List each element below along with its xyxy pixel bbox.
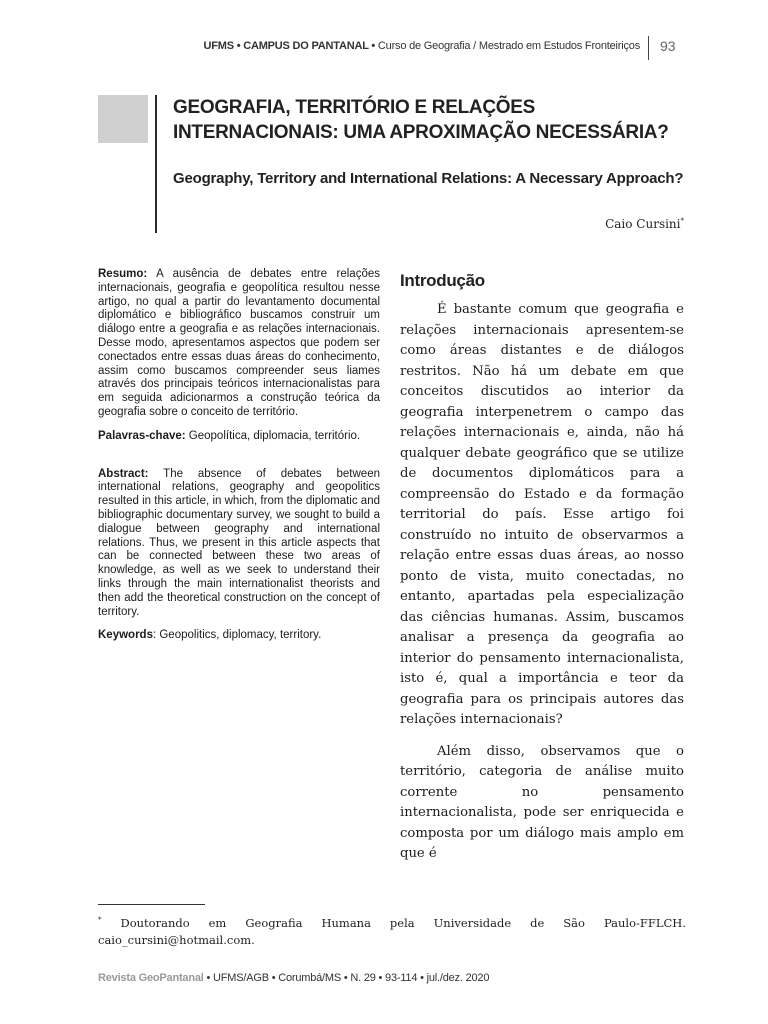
intro-paragraph-2: Além disso, observamos que o território, categoria de análise muito corrente no pensamento internacionalista, pode ser enriquecida e composta por um diálogo mais amplo em que é (400, 743, 684, 861)
intro-paragraph-1: É bastante comum que geografia e relações internacionais apresentem-se como áreas distantes e de diálogos restritos. Não há um debate em que conceitos discutidos ao interior da geografia interpenetrem o campo das relações internacionais e, ainda, não há qualquer debate geográfico que se utilize de documentos diplomáticos para a compreensão do Estado e da formação territorial do país. Esse artigo foi construído no intuito de observarmos a relação entre essas duas áreas, ao nosso ponto de vista, muito conectadas, no entanto, apartadas pela especialização das ciências humanas. Assim, buscamos analisar a presença da geografia ao interior do pensamento internacionalista, isto é, qual a importância e teor da geografia para os principais autores das relações internacionais? (400, 302, 684, 727)
abstract-column (98, 268, 380, 643)
footnote-rule (98, 904, 205, 905)
abstract-text: The absence of debates between international relations, geography and geopolitics resulted in this article, in which, from the diplomatic and bibliographic documentary survey, we sought to build a dialogue between geography and international relations. Thus, we present in this article aspects that can be connected between these two areas of knowledge, as well as we seek to understand their links through the main internationalist theorists and then add the theoretical construction on the concept of territory. (98, 467, 380, 618)
header-institution: UFMS • CAMPUS DO PANTANAL • (203, 40, 376, 52)
decorative-square (98, 95, 148, 143)
abstract-label: Abstract: (98, 467, 149, 480)
abstract-paragraph (98, 468, 380, 620)
footnote (98, 912, 686, 949)
keywords-paragraph (98, 629, 380, 643)
resumo-label: Resumo: (98, 268, 148, 280)
title-block (98, 95, 698, 235)
keywords-label: Keywords (98, 629, 153, 642)
palavras-chave-label: Palavras-chave: (98, 429, 186, 442)
palavras-chave-paragraph (98, 430, 380, 444)
footer-details: • UFMS/AGB • Corumbá/MS • N. 29 • 93-114 • jul./dez. 2020 (206, 972, 490, 984)
palavras-chave-text: Geopolítica, diplomacia, território. (188, 429, 361, 442)
keywords-text: : Geopolitics, diplomacy, territory. (152, 629, 322, 642)
section-heading-introducao: Introdução (400, 271, 485, 290)
page-footer (98, 972, 489, 984)
author-footnote-mark: * (680, 217, 684, 225)
footer-journal: Revista GeoPantanal (98, 972, 204, 984)
author-text: Caio Cursini (605, 217, 681, 231)
title-vertical-rule (155, 95, 157, 233)
footnote-text: Doutorando em Geografia Humana pela Universidade de São Paulo-FFLCH. caio_cursini@hotmail.com. (98, 915, 686, 947)
page-number: 93 (660, 38, 676, 54)
resumo-text: A ausência de debates entre relações internacionais, geografia e geopolítica resultou nesse artigo, no qual a partir do levantamento documental diplomático e bibliográfico buscamos construir um diálogo entre a geografia e as relações internacionais. Desse modo, apresentamos aspectos que podem ser conectados entre essas duas áreas do conhecimento, assim como buscamos compreender seus liames através dos principais teóricos internacionalistas para em seguida adicionarmos a construção teórica da geografia sobre o conceito de território. (98, 268, 380, 418)
author-name (605, 217, 684, 231)
footnote-mark: * (98, 916, 102, 924)
resumo-paragraph (98, 268, 380, 420)
running-header (200, 40, 640, 52)
header-divider (648, 36, 649, 60)
header-course: Curso de Geografia / Mestrado em Estudos Fronteiriços (377, 40, 640, 52)
article-subtitle: Geography, Territory and International Relations: A Necessary Approach? (173, 170, 684, 187)
body-column (400, 270, 684, 865)
article-title: GEOGRAFIA, TERRITÓRIO E RELAÇÕES INTERNACIONAIS: UMA APROXIMAÇÃO NECESSÁRIA? (173, 97, 669, 143)
